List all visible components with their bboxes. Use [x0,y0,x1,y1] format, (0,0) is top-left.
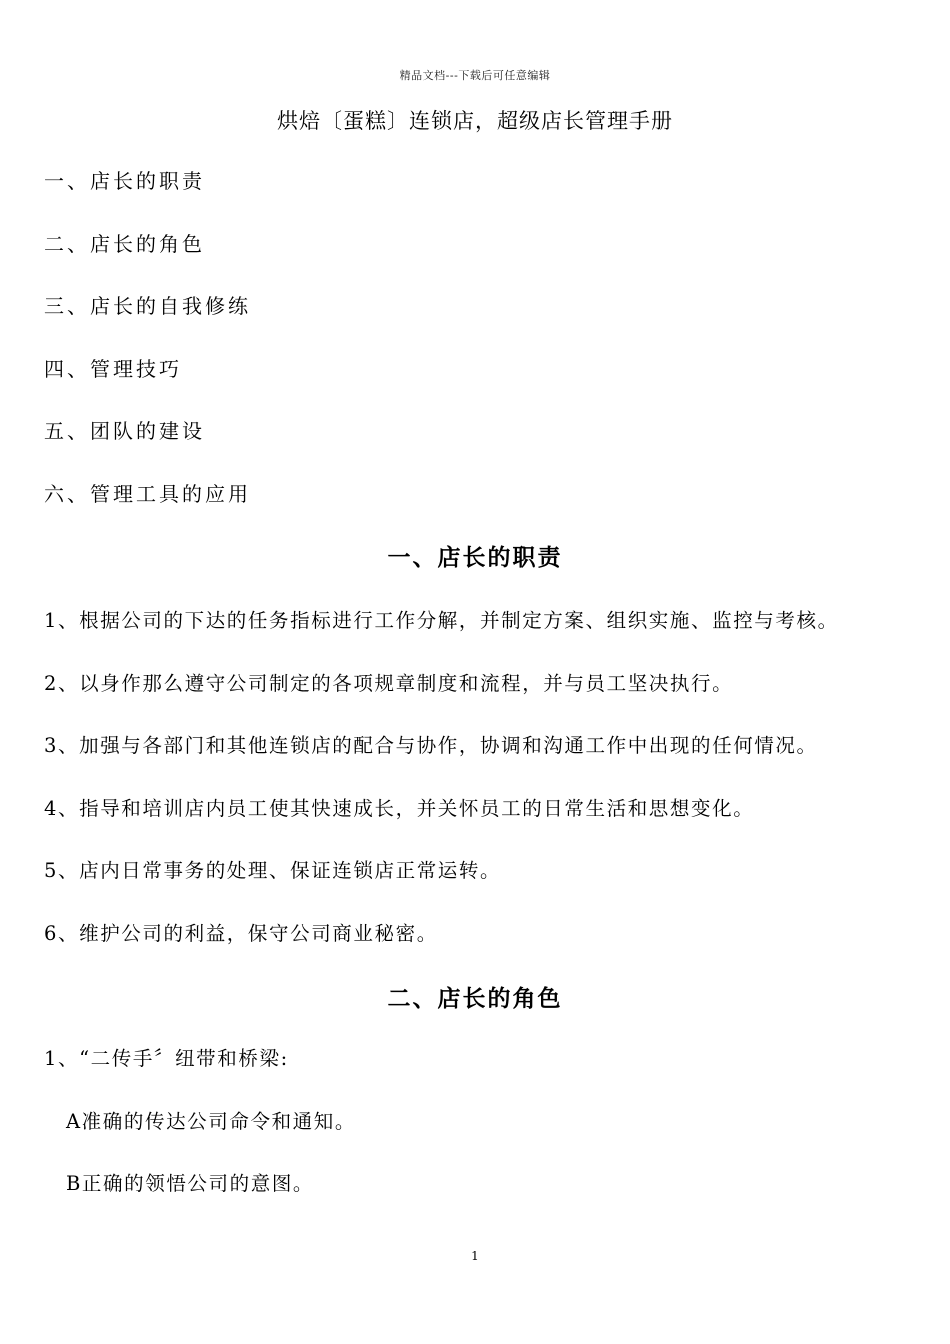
document-title: 烘焙〔蛋糕〕连锁店，超级店长管理手册 [277,109,673,133]
page-number: 1 [471,1249,479,1263]
roles-list [44,1044,356,1232]
toc-item: 二、店长的角色 [44,231,205,256]
section-heading-roles: 二、店长的角色 [387,985,563,1012]
duty-item: 1、根据公司的下达的任务指标进行工作分解，并制定方案、组织实施、监控与考核。 [44,609,839,632]
toc-item: 四、管理技巧 [44,356,182,381]
duty-item: 3、加强与各部门和其他连锁店的配合与协作，协调和沟通工作中出现的任何情况。 [44,734,818,757]
duty-item: 5、店内日常事务的处理、保证连锁店正常运转。 [44,859,502,882]
toc-item: 六、管理工具的应用 [44,481,251,506]
duty-item: 2、以身作那么遵守公司制定的各项规章制度和流程，并与员工坚决执行。 [44,671,734,695]
toc-item: 三、店长的自我修练 [44,294,251,318]
header-note: 精品文档---下载后可任意编辑 [399,69,551,82]
duties-list [44,606,839,981]
role-item: 1、“二传手〞纽带和桥梁: [44,1047,289,1070]
duty-item: 6、维护公司的利益，保守公司商业秘密。 [44,921,438,945]
toc-item: 一、店长的职责 [44,169,205,193]
table-of-contents [44,166,251,541]
role-subitem: A准确的传达公司命令和通知。 [66,1109,356,1133]
role-subitem: B正确的领悟公司的意图。 [66,1172,315,1195]
section-heading-duties: 一、店长的职责 [387,544,563,571]
toc-item: 五、团队的建设 [44,419,205,443]
duty-item: 4、指导和培训店内员工使其快速成长，并关怀员工的日常生活和思想变化。 [44,796,755,820]
